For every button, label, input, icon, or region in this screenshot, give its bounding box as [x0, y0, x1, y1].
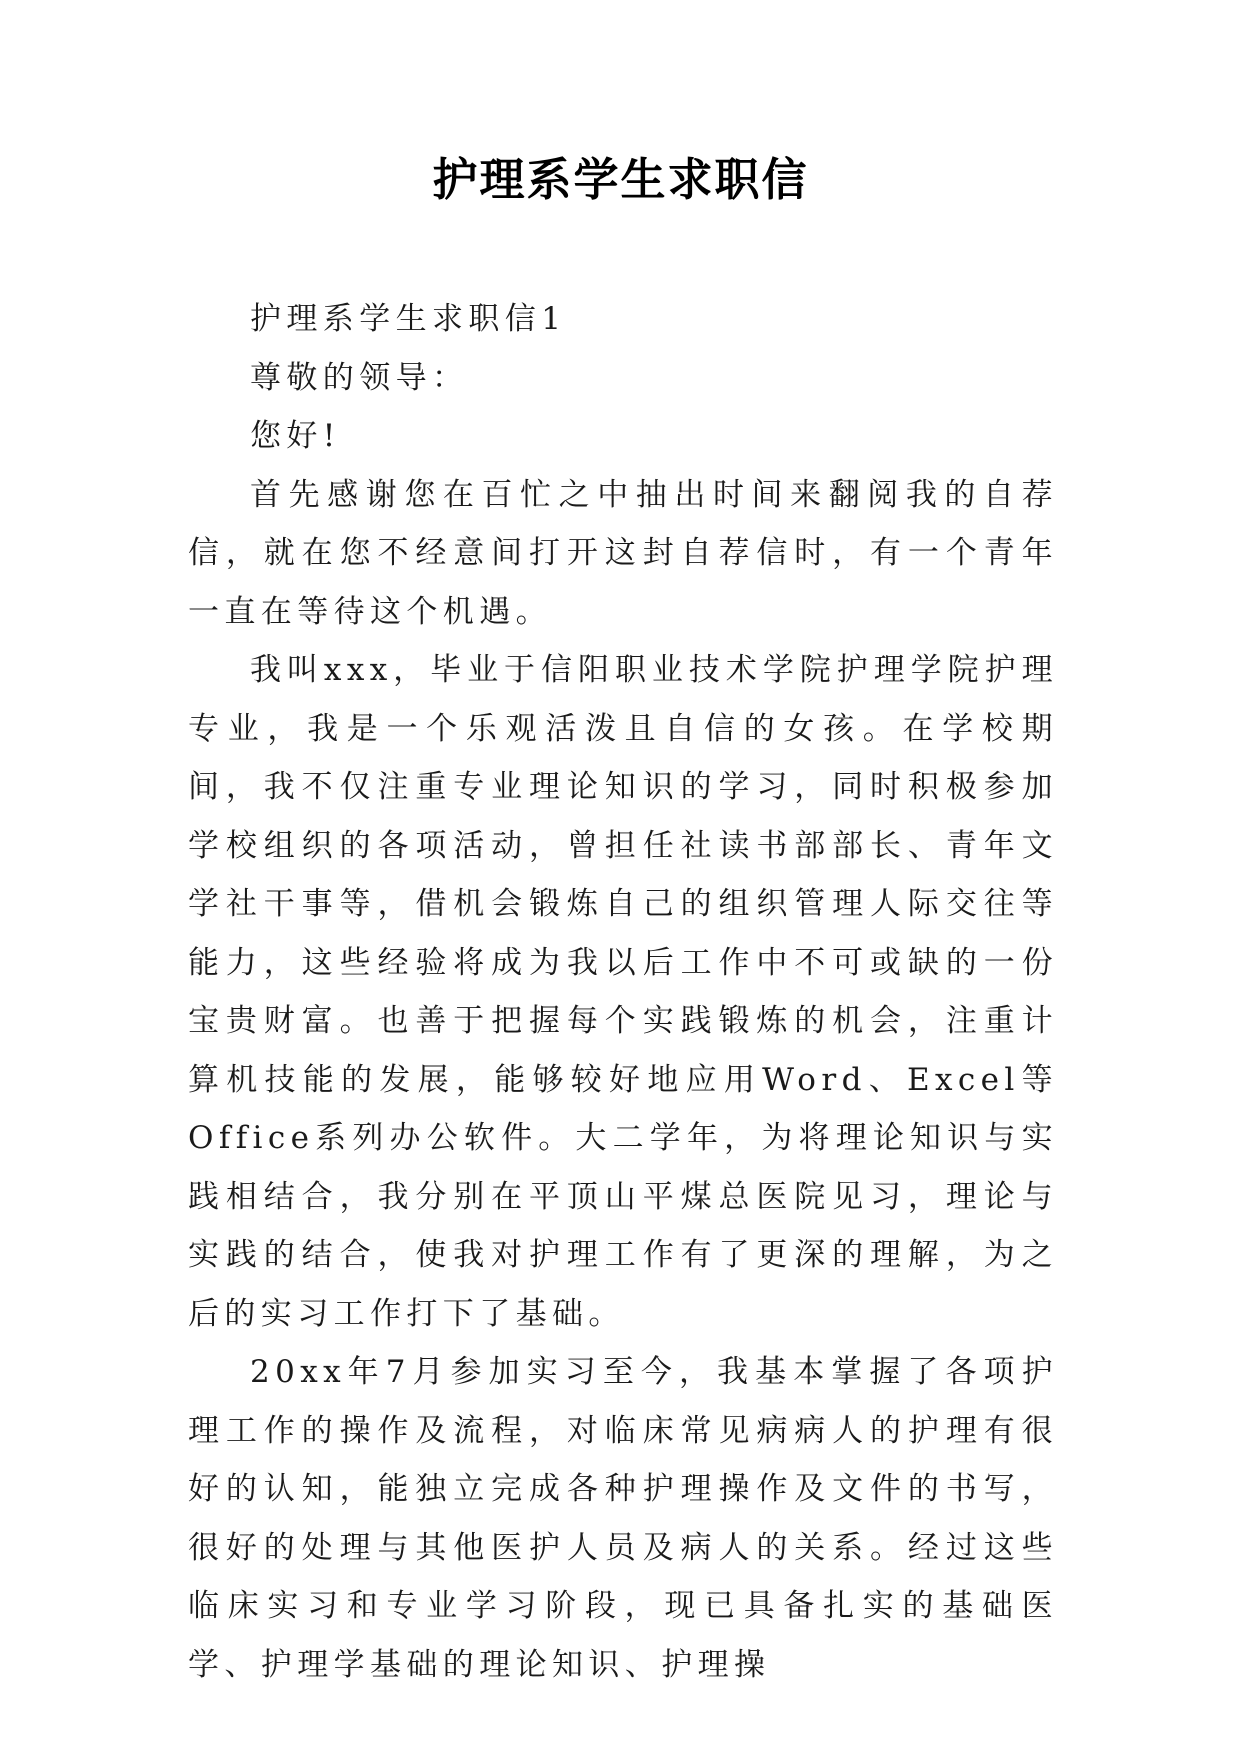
body-paragraph: 我叫xxx，毕业于信阳职业技术学院护理学院护理专业，我是一个乐观活泼且自信的女孩。在学校期间，我不仅注重专业理论知识的学习，同时积极参加学校组织的各项活动，曾担任社读书部部长、青年文学社干事等，借机会锻炼自己的组织管理人际交往等能力，这些经验将成为我以后工作中不可或缺的一份宝贵财富。也善于把握每个实践锻炼的机会，注重计算机技能的发展，能够较好地应用Word、Excel等Office系列办公软件。大二学年，为将理论知识与实践相结合，我分别在平顶山平煤总医院见习，理论与实践的结合，使我对护理工作有了更深的理解，为之后的实习工作打下了基础。: [188, 652, 1058, 1332]
body-paragraph: 20xx年7月参加实习至今，我基本掌握了各项护理工作的操作及流程，对临床常见病病人的护理有很好的认知，能独立完成各种护理操作及文件的书写，很好的处理与其他医护人员及病人的关系。经过这些临床实习和专业学习阶段，现已具备扎实的基础医学、护理学基础的理论知识、护理操: [188, 1354, 1058, 1683]
document-title: 护理系学生求职信: [432, 153, 809, 206]
greeting: 您好!: [250, 418, 341, 454]
salutation: 尊敬的领导：: [250, 359, 469, 396]
body-paragraph: 首先感谢您在百忙之中抽出时间来翻阅我的自荐信，就在您不经意间打开这封自荐信时，有一个青年一直在等待这个机遇。: [188, 476, 1058, 630]
letter-heading: 护理系学生求职信1: [250, 301, 567, 337]
document-body: [188, 290, 1058, 1694]
